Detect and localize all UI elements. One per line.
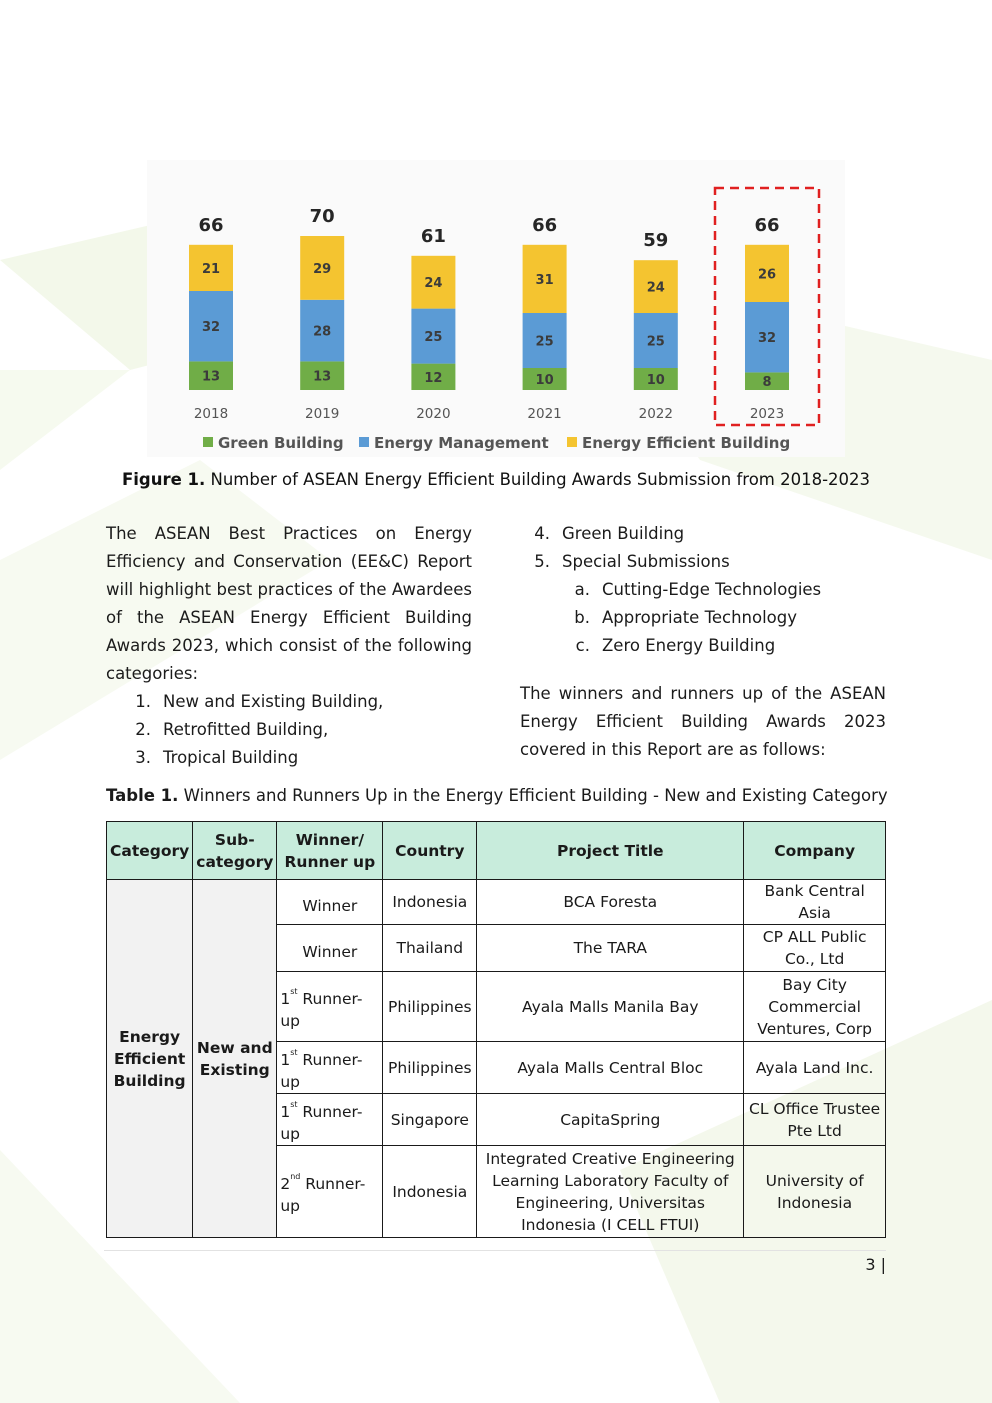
- column-header: Country: [383, 822, 477, 880]
- rank-number: 1: [280, 1103, 291, 1121]
- total-label: 66: [532, 214, 558, 236]
- sub-list-letter: a.: [574, 580, 590, 599]
- project-cell: Ayala Malls Central Bloc: [477, 1042, 744, 1094]
- data-label: 12: [424, 370, 443, 386]
- rank-label: Winner: [302, 896, 358, 915]
- x-tick-label: 2022: [638, 406, 673, 422]
- table-title: [106, 784, 896, 808]
- company-cell: CP ALL Public Co., Ltd: [744, 925, 886, 972]
- total-label: 66: [754, 214, 780, 236]
- legend-swatch: [567, 437, 577, 447]
- rank-number: 1: [280, 1051, 291, 1069]
- rank-number: 1: [280, 990, 291, 1008]
- rank-cell: [277, 880, 383, 925]
- data-label: 25: [535, 334, 554, 350]
- rank-suffix: nd: [290, 1172, 301, 1181]
- project-cell: Integrated Creative Engineering Learning Laboratory Faculty of Engineering, Universitas Indonesia (I CELL FTUI): [477, 1146, 744, 1238]
- country-cell: Indonesia: [383, 1146, 477, 1238]
- country-cell: Indonesia: [383, 880, 477, 925]
- sub-list-item: [520, 632, 886, 660]
- submissions-chart: [147, 160, 845, 457]
- rank-label: Runner-up: [280, 1175, 366, 1215]
- data-label: 29: [313, 261, 332, 277]
- rank-cell: [277, 1094, 383, 1146]
- list-label: Green Building: [562, 524, 685, 543]
- chart-canvas: [147, 160, 845, 457]
- list-label: Special Submissions: [562, 552, 730, 571]
- figure-caption-text: Number of ASEAN Energy Efficient Building Awards Submission from 2018-2023: [205, 470, 871, 489]
- table-title-label: Table 1.: [106, 786, 179, 805]
- country-cell: Philippines: [383, 1042, 477, 1094]
- list-number: 4.: [534, 524, 550, 543]
- sub-list-item: [520, 604, 886, 632]
- sub-list-letter: c.: [575, 636, 590, 655]
- x-tick-label: 2021: [527, 406, 562, 422]
- project-cell: BCA Foresta: [477, 880, 744, 925]
- data-label: 24: [646, 280, 665, 296]
- rank-number: 2: [280, 1175, 291, 1193]
- total-label: 61: [420, 225, 446, 247]
- winners-table: [106, 821, 886, 1238]
- legend-label: Energy Efficient Building: [582, 434, 791, 452]
- rank-suffix: st: [290, 1048, 298, 1057]
- legend-swatch: [203, 437, 213, 447]
- column-header: Project Title: [477, 822, 744, 880]
- table-header-row: [107, 822, 886, 880]
- column-header: Company: [744, 822, 886, 880]
- list-label: New and Existing Building,: [163, 692, 384, 711]
- column-header: Winner/ Runner up: [277, 822, 383, 880]
- legend-swatch: [359, 437, 369, 447]
- rank-cell: [277, 925, 383, 972]
- x-tick-label: 2020: [416, 406, 451, 422]
- x-tick-label: 2018: [193, 406, 229, 422]
- rank-cell: [277, 1146, 383, 1238]
- column-header: Sub-category: [193, 822, 277, 880]
- figure-caption: [0, 470, 992, 489]
- data-label: 28: [313, 324, 332, 340]
- sub-list-item: [520, 576, 886, 604]
- legend-label: Green Building: [218, 434, 344, 452]
- category-cell: Energy Efficient Building: [107, 880, 193, 1238]
- total-label: 66: [198, 214, 224, 236]
- rank-suffix: st: [290, 987, 298, 996]
- list-item: [106, 744, 472, 772]
- data-label: 31: [535, 272, 554, 288]
- rank-cell: [277, 1042, 383, 1094]
- rank-suffix: st: [290, 1100, 298, 1109]
- list-item: [520, 548, 886, 576]
- company-cell: Bank Central Asia: [744, 880, 886, 925]
- data-label: 25: [646, 334, 665, 350]
- intro-right-column: [520, 520, 886, 764]
- intro-left-column: [106, 520, 472, 772]
- country-cell: Singapore: [383, 1094, 477, 1146]
- rank-label: Winner: [302, 942, 358, 961]
- list-number: 2.: [135, 720, 151, 739]
- project-cell: The TARA: [477, 925, 744, 972]
- footer-divider: [104, 1250, 886, 1251]
- data-label: 32: [757, 331, 777, 347]
- legend-label: Energy Management: [374, 434, 549, 452]
- column-header: Category: [107, 822, 193, 880]
- table-title-text: Winners and Runners Up in the Energy Efficient Building - New and Existing Category: [178, 786, 888, 805]
- sub-list-label: Cutting-Edge Technologies: [602, 580, 822, 599]
- data-label: 24: [424, 276, 443, 292]
- rank-label: Runner-up: [280, 1103, 363, 1143]
- total-label: 59: [643, 230, 669, 252]
- figure-caption-label: Figure 1.: [121, 470, 206, 489]
- data-label: 26: [757, 267, 777, 283]
- sub-list-letter: b.: [574, 608, 590, 627]
- data-label: 13: [201, 369, 221, 385]
- list-number: 3.: [135, 748, 151, 767]
- list-item: [520, 520, 886, 548]
- data-label: 13: [313, 369, 332, 385]
- data-label: 10: [646, 373, 665, 388]
- total-label: 70: [309, 206, 335, 227]
- sub-list-label: Appropriate Technology: [602, 608, 797, 627]
- category-list-left: [106, 688, 472, 772]
- data-label: 10: [535, 373, 554, 388]
- list-item: [106, 688, 472, 716]
- project-cell: CapitaSpring: [477, 1094, 744, 1146]
- rank-cell: [277, 972, 383, 1042]
- country-cell: Thailand: [383, 925, 477, 972]
- list-number: 1.: [135, 692, 151, 711]
- sub-list-label: Zero Energy Building: [602, 636, 776, 655]
- list-item: [106, 716, 472, 744]
- list-label: Tropical Building: [163, 748, 299, 767]
- company-cell: Bay City Commercial Ventures, Corp: [744, 972, 886, 1042]
- x-tick-label: 2019: [305, 406, 340, 422]
- subcategory-cell: New and Existing: [193, 880, 277, 1238]
- project-cell: Ayala Malls Manila Bay: [477, 972, 744, 1042]
- data-label: 25: [424, 330, 443, 346]
- data-label: 21: [201, 261, 221, 277]
- page-number: 3 |: [865, 1255, 886, 1274]
- data-label: 32: [201, 320, 221, 336]
- list-label: Retrofitted Building,: [163, 720, 329, 739]
- country-cell: Philippines: [383, 972, 477, 1042]
- list-number: 5.: [534, 552, 550, 571]
- rank-label: Runner-up: [280, 1051, 363, 1091]
- company-cell: CL Office Trustee Pte Ltd: [744, 1094, 886, 1146]
- winners-intro-paragraph: The winners and runners up of the ASEAN Energy Efficient Building Awards 2023 covered in this Report are as follows:: [520, 684, 886, 759]
- company-cell: Ayala Land Inc.: [744, 1042, 886, 1094]
- rank-label: Runner-up: [280, 990, 363, 1030]
- company-cell: University of Indonesia: [744, 1146, 886, 1238]
- intro-paragraph: The ASEAN Best Practices on Energy Efficiency and Conservation (EE&C) Report will highlight best practices of the Awardees of the ASEAN Energy Efficient Building Awards 2023, which consist of the following categories:: [106, 524, 472, 683]
- table-row: [107, 880, 886, 925]
- x-tick-label: 2023: [749, 406, 785, 422]
- data-label: 8: [762, 375, 772, 391]
